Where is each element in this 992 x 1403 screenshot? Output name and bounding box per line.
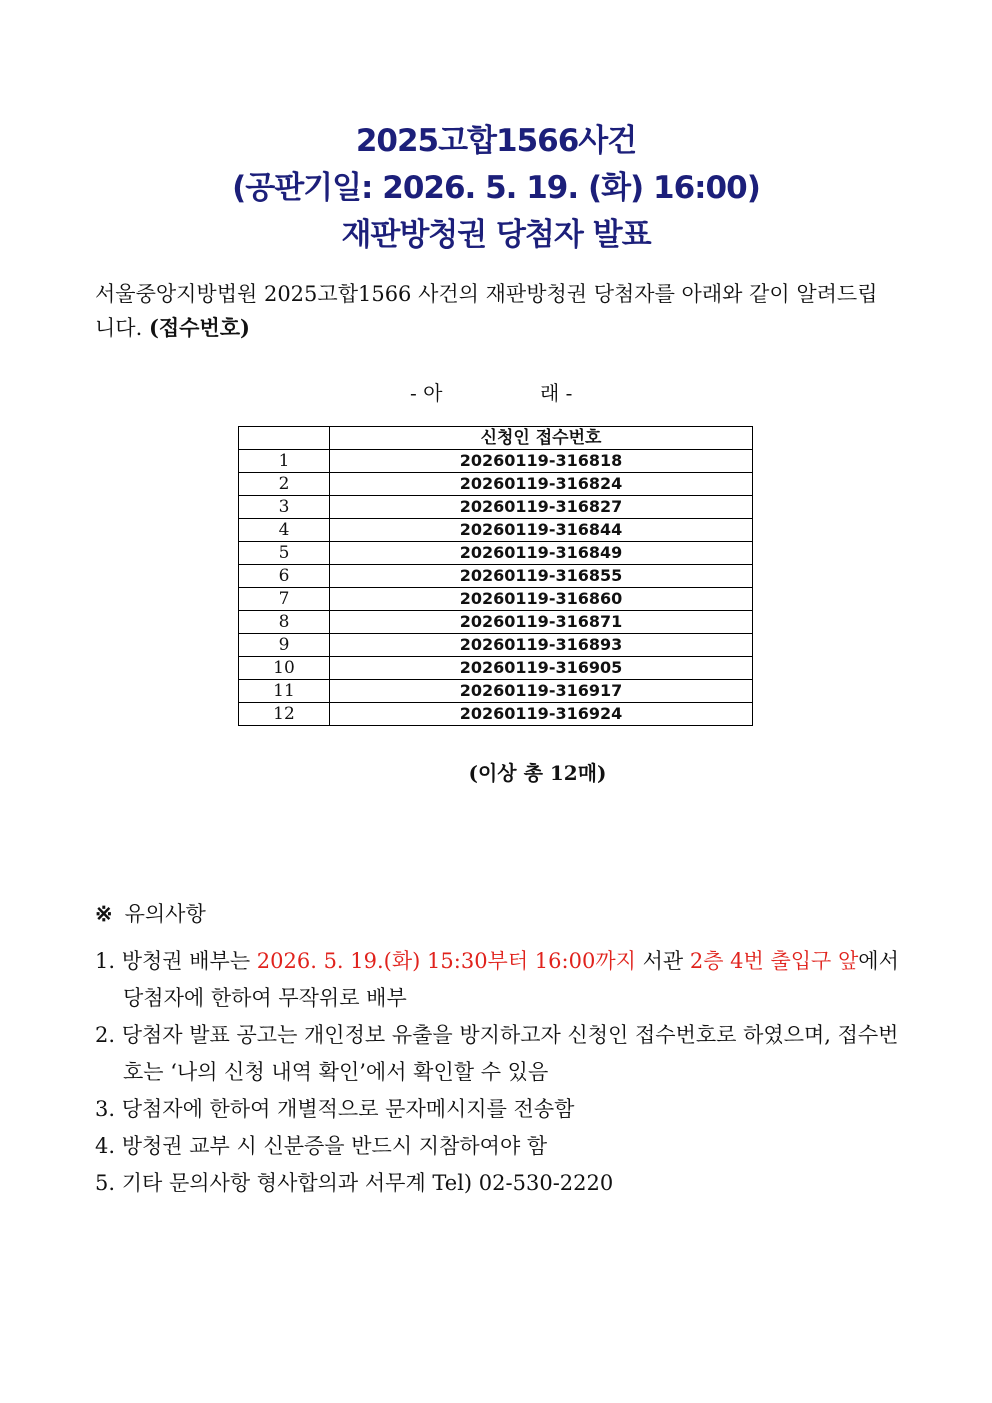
header-code-cell: 신청인 접수번호 [330, 427, 753, 450]
table-row [239, 588, 753, 611]
notice-1-text-2: 서관 [635, 949, 690, 973]
receipt-number: 20260119-316855 [330, 565, 753, 588]
row-number: 8 [239, 611, 330, 634]
receipt-number: 20260119-316893 [330, 634, 753, 657]
notice-1-location-highlight: 2층 4번 출입구 앞 [689, 949, 859, 973]
receipt-number: 20260119-316917 [330, 680, 753, 703]
row-number: 4 [239, 519, 330, 542]
title-announcement: 재판방청권 당첨자 발표 [341, 217, 651, 253]
winners-table [238, 426, 753, 726]
receipt-number: 20260119-316827 [330, 496, 753, 519]
receipt-number: 20260119-316844 [330, 519, 753, 542]
separator-left: - 아 [410, 381, 443, 405]
notice-item-5: 5. 기타 문의사항 형사합의과 서무계 Tel) 02-530-2220 [95, 1171, 614, 1195]
receipt-number: 20260119-316824 [330, 473, 753, 496]
notice-heading [95, 898, 206, 928]
row-number: 9 [239, 634, 330, 657]
notice-1-text-3: 에서 당첨자에 한하여 무작위로 배부 [123, 949, 899, 1010]
row-number: 2 [239, 473, 330, 496]
table-row [239, 473, 753, 496]
notice-1-text: 1. 방청권 배부는 [95, 949, 257, 973]
receipt-number: 20260119-316871 [330, 611, 753, 634]
notice-item-1 [95, 943, 905, 1017]
receipt-number: 20260119-316818 [330, 450, 753, 473]
row-number: 12 [239, 703, 330, 726]
receipt-number: 20260119-316860 [330, 588, 753, 611]
table-row [239, 634, 753, 657]
table-header-row [239, 427, 753, 450]
row-number: 6 [239, 565, 330, 588]
notice-list [95, 943, 905, 1202]
intro-text: 서울중앙지방법원 2025고합1566 사건의 재판방청권 당첨자를 아래와 같이 알려드립니다. [95, 282, 878, 340]
header-number-cell [239, 427, 330, 450]
notice-item-3: 3. 당첨자에 한하여 개별적으로 문자메시지를 전송함 [95, 1097, 575, 1121]
table-row [239, 496, 753, 519]
reference-mark-icon: ※ [95, 901, 113, 926]
row-number: 5 [239, 542, 330, 565]
receipt-number: 20260119-316924 [330, 703, 753, 726]
notice-heading-text: 유의사항 [124, 902, 206, 926]
table-row [239, 450, 753, 473]
row-number: 1 [239, 450, 330, 473]
row-number: 11 [239, 680, 330, 703]
table-row [239, 565, 753, 588]
notice-item-2: 2. 당첨자 발표 공고는 개인정보 유출을 방지하고자 신청인 접수번호로 하였으며, 접수번호는 ‘나의 신청 내역 확인’에서 확인할 수 있음 [95, 1023, 899, 1084]
table-row [239, 519, 753, 542]
notice-item-4: 4. 방청권 교부 시 신분증을 반드시 지참하여야 함 [95, 1134, 548, 1158]
intro-bold-note: (접수번호) [148, 315, 250, 340]
table-row [239, 657, 753, 680]
title-hearing-date: (공판기일: 2026. 5. 19. (화) 16:00) [232, 170, 760, 206]
document-title [0, 118, 992, 259]
separator-right: 래 - [540, 381, 573, 405]
table-row [239, 680, 753, 703]
title-case-number: 2025고합1566사건 [355, 123, 637, 159]
receipt-number: 20260119-316849 [330, 542, 753, 565]
row-number: 10 [239, 657, 330, 680]
receipt-number: 20260119-316905 [330, 657, 753, 680]
intro-paragraph [95, 278, 895, 345]
row-number: 3 [239, 496, 330, 519]
notice-1-time-highlight: 2026. 5. 19.(화) 15:30부터 16:00까지 [256, 949, 636, 973]
table-row [239, 542, 753, 565]
table-row [239, 703, 753, 726]
table-row [239, 611, 753, 634]
total-count: (이상 총 12매) [468, 761, 607, 785]
row-number: 7 [239, 588, 330, 611]
